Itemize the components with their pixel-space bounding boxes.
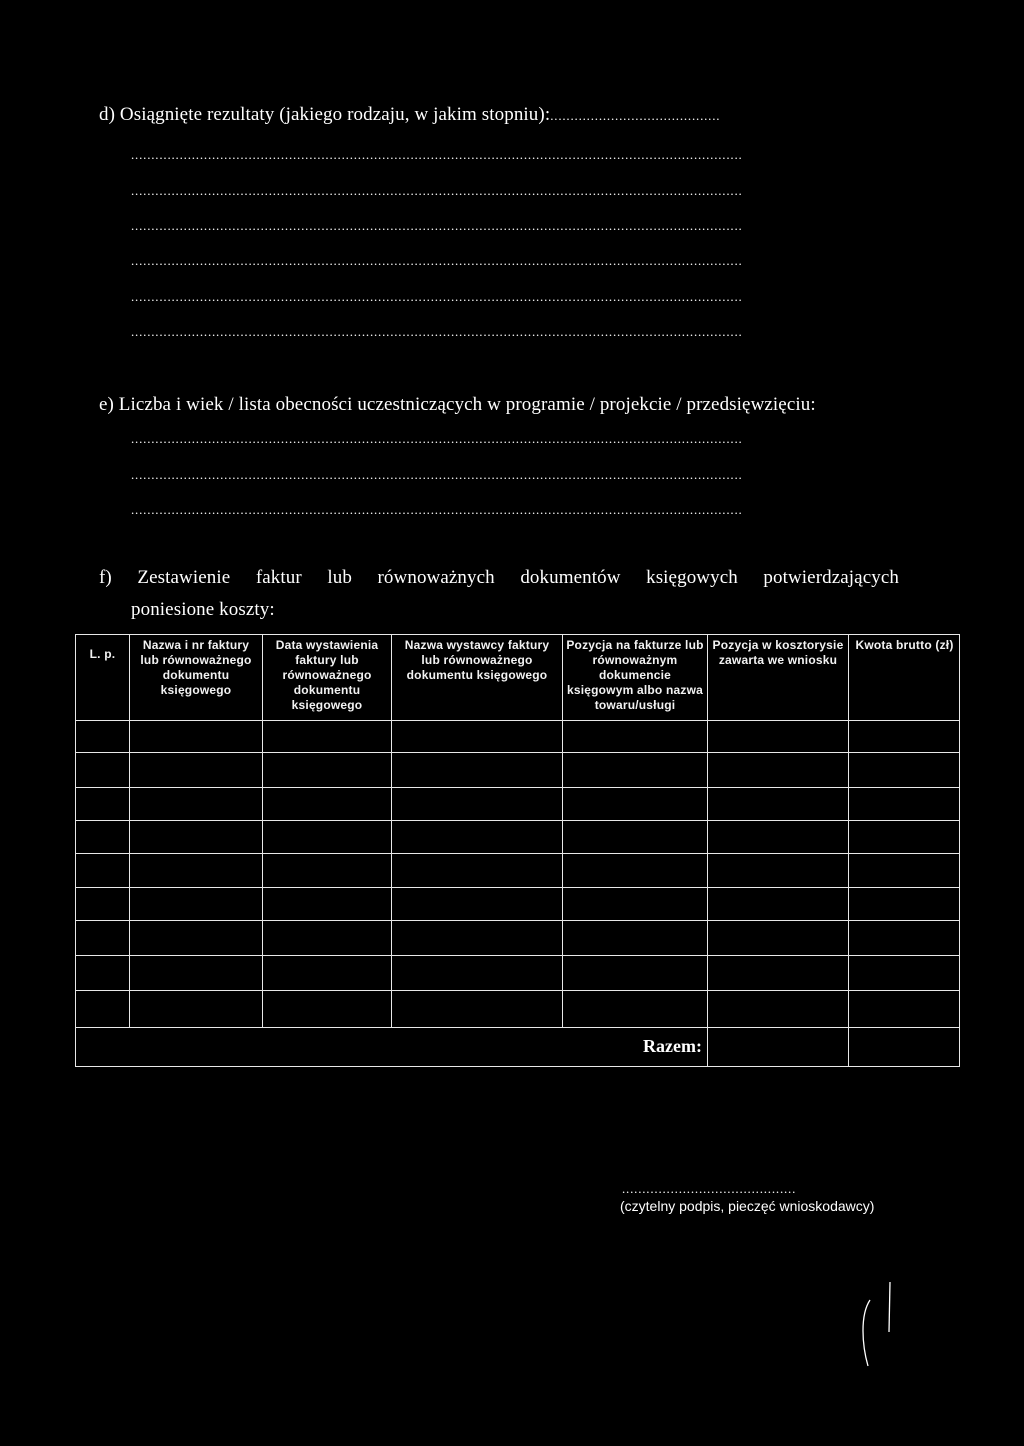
table-row-line (75, 887, 960, 888)
table-col-line (262, 634, 263, 1027)
table-header-bottom (75, 720, 960, 721)
table-row-line (75, 820, 960, 821)
signature-dots: ........................................... (622, 1182, 797, 1196)
header-lp: L. p. (89, 647, 116, 661)
table-col-line (848, 634, 849, 1066)
dot-line: ....................................................................................................................................................... (131, 290, 743, 304)
dot-line: ....................................................................................................................................................... (131, 432, 743, 446)
dot-line: ....................................................................................................................................................... (131, 219, 743, 233)
header-gross-amount: Kwota brutto (zł) (855, 638, 954, 652)
section-f-label-cont: poniesione koszty: (131, 599, 275, 620)
header-budget-position: Pozycja w kosztorysie zawarta we wniosku (712, 638, 844, 667)
pen-mark (848, 1280, 898, 1370)
dot-line: ....................................................................................................................................................... (131, 468, 743, 482)
table-row-line (75, 787, 960, 788)
section-e-label: e) Liczba i wiek / lista obecności uczestniczących w programie / projekcie / przedsięwzięciu: (99, 394, 816, 415)
table-row-line (75, 955, 960, 956)
dot-line: ....................................................................................................................................................... (131, 254, 743, 268)
table-border-left (75, 634, 76, 1066)
header-issuer-name: Nazwa wystawcy faktury lub równoważnego dokumentu księgowego (404, 638, 550, 682)
table-row-line (75, 920, 960, 921)
header-issue-date: Data wystawienia faktury lub równoważnego dokumentu księgowego (275, 638, 379, 712)
table-border-top (75, 634, 960, 635)
section-f-label: f) Zestawienie faktur lub równoważnych dokumentów księgowych potwierdzających (99, 567, 899, 588)
dot-line: ....................................................................................................................................................... (131, 325, 743, 339)
table-border-bottom (75, 1066, 960, 1067)
dot-line: ....................................................................................................................................................... (131, 503, 743, 517)
table-border-right (959, 634, 960, 1066)
dot-line: ....................................................................................................................................................... (131, 184, 743, 198)
table-col-line (562, 634, 563, 1027)
table-col-line (391, 634, 392, 1027)
section-d-text: d) Osiągnięte rezultaty (jakiego rodzaju, w jakim stopniu): (99, 104, 551, 125)
table-row-line (75, 990, 960, 991)
table-row-line (75, 752, 960, 753)
signature-caption: (czytelny podpis, pieczęć wnioskodawcy) (620, 1198, 875, 1214)
table-row-line (75, 853, 960, 854)
dot-line: ....................................................................................................................................................... (131, 148, 743, 162)
section-d-inline-dots: .......................................... (550, 108, 721, 123)
header-invoice-name: Nazwa i nr faktury lub równoważnego dokumentu księgowego (140, 638, 252, 697)
header-item-position: Pozycja na fakturze lub równoważnym dokumencie księgowym albo nazwa towaru/usługi (566, 638, 704, 712)
table-col-line (707, 634, 708, 1066)
total-label: Razem: (643, 1036, 702, 1056)
table-row-line (75, 1027, 960, 1028)
table-col-line (129, 634, 130, 1027)
section-d-label (99, 104, 720, 126)
